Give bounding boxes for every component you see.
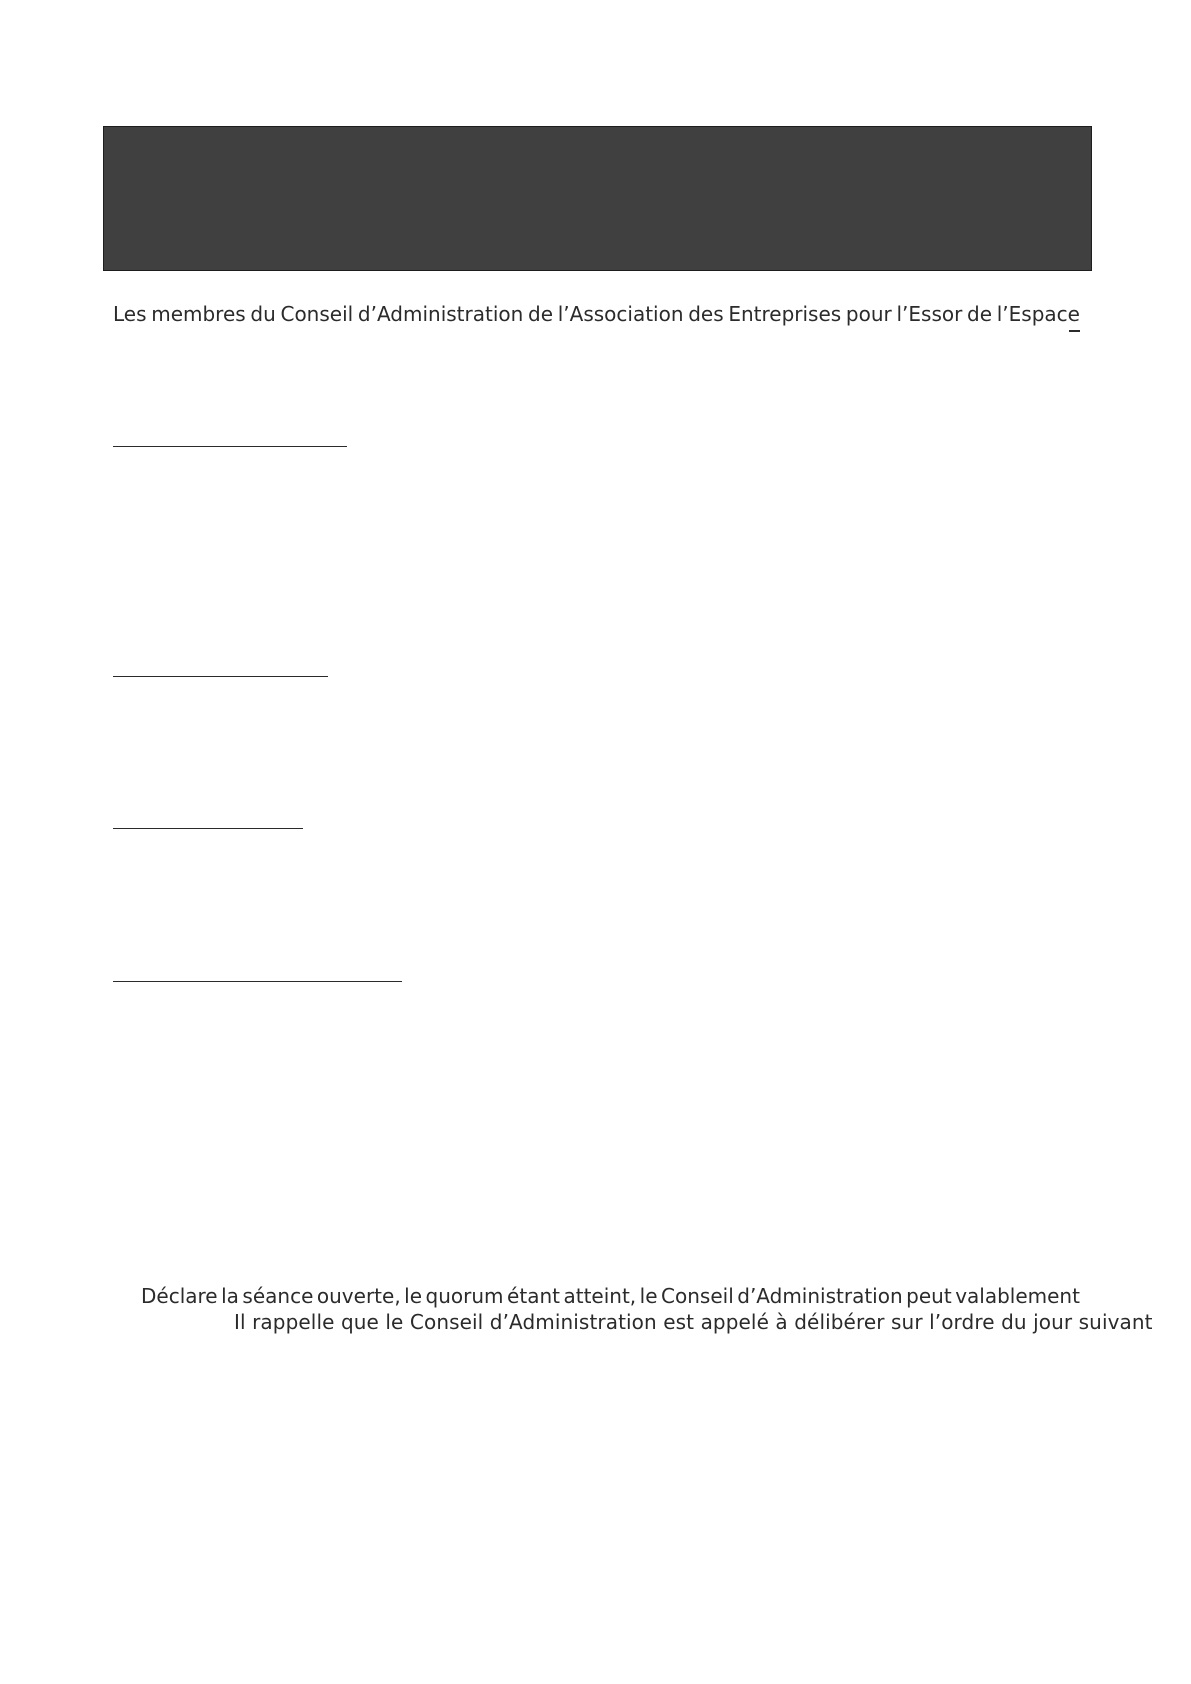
intro-word: du xyxy=(250,302,276,326)
declaration-word: ouverte, xyxy=(316,1284,401,1308)
intro-word: d’Administration xyxy=(357,302,524,326)
section-underline-4 xyxy=(113,981,402,982)
declaration-word: le xyxy=(639,1284,658,1308)
agenda-intro-line: Il rappelle que le Conseil d’Administration est appelé à délibérer sur l’ordre du jour suivant xyxy=(234,1310,1153,1334)
intro-word: Conseil xyxy=(280,302,354,326)
intro-word: de xyxy=(528,302,554,326)
intro-trailing-dash xyxy=(1069,330,1080,332)
declaration-word: peut xyxy=(906,1284,952,1308)
intro-word: membres xyxy=(151,302,246,326)
intro-word: l’Association xyxy=(557,302,684,326)
section-underline-2 xyxy=(113,676,328,677)
declaration-word: la xyxy=(221,1284,239,1308)
intro-word: de xyxy=(967,302,993,326)
intro-word: l’Essor xyxy=(896,302,963,326)
declaration-word: étant xyxy=(507,1284,560,1308)
declaration-word: séance xyxy=(242,1284,314,1308)
redacted-header-block xyxy=(103,126,1092,271)
declaration-word: le xyxy=(404,1284,423,1308)
declaration-word: valablement xyxy=(955,1284,1080,1308)
declaration-paragraph-line xyxy=(141,1283,1080,1309)
section-underline-3 xyxy=(113,828,303,829)
section-underline-1 xyxy=(113,446,347,447)
intro-word: Les xyxy=(113,302,147,326)
declaration-word: d’Administration xyxy=(737,1284,903,1308)
intro-word: l’Espace xyxy=(996,302,1080,326)
intro-word: Entreprises xyxy=(728,302,842,326)
declaration-word: Déclare xyxy=(141,1284,218,1308)
declaration-word: quorum xyxy=(425,1284,504,1308)
intro-paragraph-line xyxy=(113,301,1080,327)
intro-word: pour xyxy=(845,302,892,326)
declaration-word: atteint, xyxy=(563,1284,637,1308)
declaration-word: Conseil xyxy=(661,1284,734,1308)
intro-word: des xyxy=(688,302,724,326)
